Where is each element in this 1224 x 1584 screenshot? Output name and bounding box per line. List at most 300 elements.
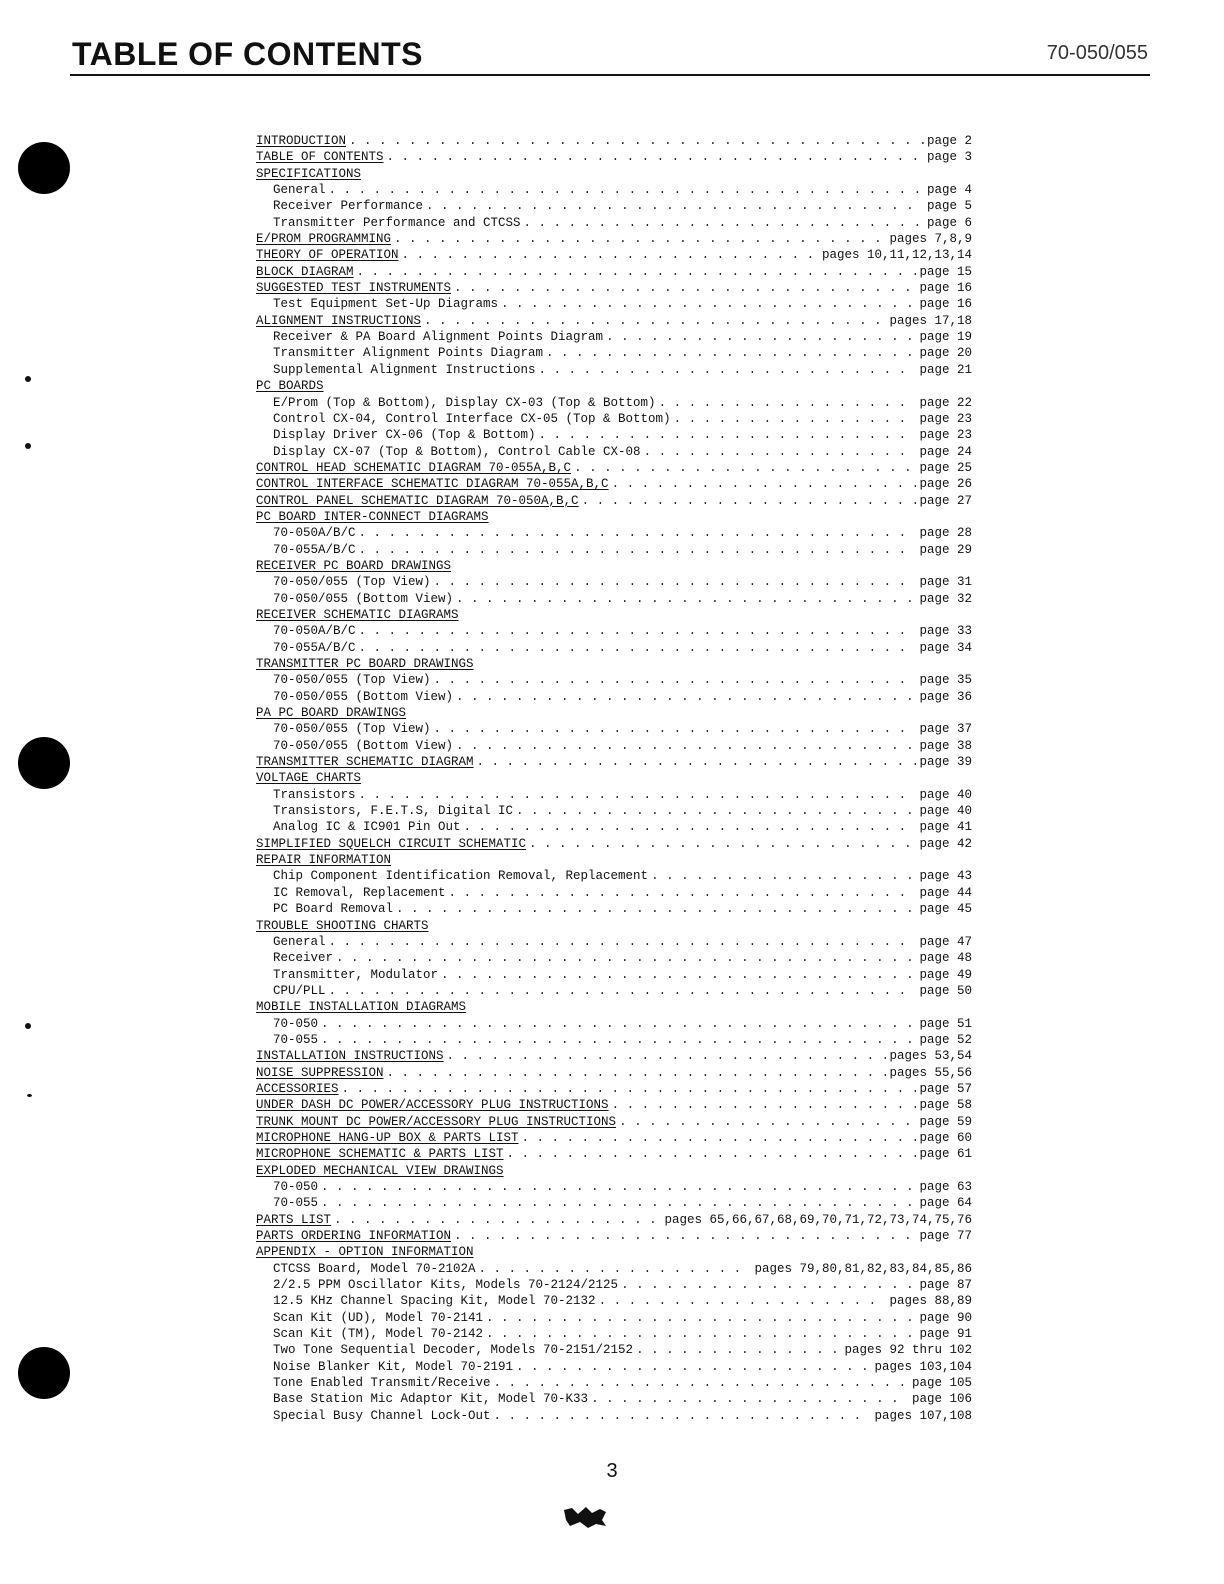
toc-entry-title: Transmitter Performance and CTCSS bbox=[273, 215, 521, 230]
toc-entry-title: Analog IC & IC901 Pin Out bbox=[273, 820, 461, 835]
toc-entry-title: Transistors, F.E.T.S, Digital IC bbox=[273, 804, 514, 819]
toc-subentry bbox=[256, 819, 972, 835]
toc-entry-title: Tone Enabled Transmit/Receive bbox=[273, 1376, 491, 1391]
toc-entry-title: ACCESSORIES bbox=[256, 1081, 339, 1096]
dot-leader bbox=[599, 1293, 887, 1309]
dot-leader bbox=[477, 754, 917, 770]
dot-leader bbox=[479, 1261, 752, 1277]
toc-entry-title: Display CX-07 (Top & Bottom), Control Cable CX-08 bbox=[273, 444, 641, 459]
toc-entry-title: TRANSMITTER PC BOARD DRAWINGS bbox=[256, 657, 474, 671]
toc-subentry bbox=[256, 182, 972, 198]
toc-entry bbox=[256, 1097, 972, 1113]
toc-entry bbox=[256, 1130, 972, 1146]
toc-entry-title: UNDER DASH DC POWER/ACCESSORY PLUG INSTRUCTIONS bbox=[256, 1098, 609, 1113]
toc-subentry bbox=[256, 623, 972, 639]
dot-leader bbox=[321, 1016, 916, 1032]
toc-page-reference: page 20 bbox=[919, 346, 972, 361]
toc-entry-title: 70-050/055 (Top View) bbox=[273, 575, 431, 590]
toc-page-reference: page 6 bbox=[926, 215, 972, 230]
toc-entry-title: Base Station Mic Adaptor Kit, Model 70-K33 bbox=[273, 1392, 589, 1407]
toc-subentry bbox=[256, 1408, 972, 1424]
dot-leader bbox=[516, 1359, 871, 1375]
toc-subentry bbox=[256, 542, 972, 558]
toc-subentry bbox=[256, 427, 972, 443]
dot-leader bbox=[359, 542, 917, 558]
toc-subentry bbox=[256, 934, 972, 950]
toc-entry-title: PC Board Removal bbox=[273, 902, 394, 917]
toc-entry-title: 70-050A/B/C bbox=[273, 624, 356, 639]
toc-entry-title: ALIGNMENT INSTRUCTIONS bbox=[256, 313, 422, 328]
toc-entry-title: Control CX-04, Control Interface CX-05 (Top & Bottom) bbox=[273, 411, 671, 426]
toc-entry-title: SIMPLIFIED SQUELCH CIRCUIT SCHEMATIC bbox=[256, 836, 527, 851]
dot-leader bbox=[619, 1114, 916, 1130]
toc-page-reference: page 21 bbox=[919, 362, 972, 377]
toc-page-reference: pages 103,104 bbox=[874, 1359, 972, 1374]
toc-entry bbox=[256, 509, 972, 525]
dot-leader bbox=[494, 1408, 872, 1424]
toc-subentry bbox=[256, 215, 972, 231]
toc-subentry bbox=[256, 1261, 972, 1277]
dot-leader bbox=[539, 362, 917, 378]
toc-subentry bbox=[256, 967, 972, 983]
dot-leader bbox=[507, 1146, 917, 1162]
punch-hole-top bbox=[18, 142, 70, 194]
header-rule bbox=[70, 74, 1150, 76]
toc-subentry bbox=[256, 983, 972, 999]
toc-entry-title: NOISE SUPPRESSION bbox=[256, 1065, 384, 1080]
toc-entry-title: 12.5 KHz Channel Spacing Kit, Model 70-2132 bbox=[273, 1294, 596, 1309]
toc-subentry bbox=[256, 885, 972, 901]
toc-entry-title: General bbox=[273, 934, 326, 949]
toc-entry-title: CPU/PLL bbox=[273, 983, 326, 998]
dot-leader bbox=[359, 525, 917, 541]
toc-subentry bbox=[256, 1195, 972, 1211]
toc-entry bbox=[256, 1048, 972, 1064]
toc-page-reference: page 61 bbox=[919, 1147, 972, 1162]
toc-subentry bbox=[256, 1326, 972, 1342]
toc-entry-title: Transistors bbox=[273, 787, 356, 802]
toc-subentry bbox=[256, 574, 972, 590]
toc-entry-title: 2/2.5 PPM Oscillator Kits, Models 70-2124/2125 bbox=[273, 1278, 619, 1293]
toc-page-reference: page 3 bbox=[926, 150, 972, 165]
toc-subentry bbox=[256, 1359, 972, 1375]
toc-entry bbox=[256, 1146, 972, 1162]
toc-entry bbox=[256, 852, 972, 868]
toc-subentry bbox=[256, 787, 972, 803]
toc-entry bbox=[256, 1244, 972, 1260]
toc-page-reference: page 29 bbox=[919, 542, 972, 557]
toc-page-reference: page 40 bbox=[919, 787, 972, 802]
dot-leader bbox=[434, 721, 917, 737]
toc-subentry bbox=[256, 689, 972, 705]
toc-entry-title: 70-050 bbox=[273, 1180, 319, 1194]
toc-subentry bbox=[256, 721, 972, 737]
page-number: 3 bbox=[606, 1460, 618, 1482]
toc-entry-title: TRUNK MOUNT DC POWER/ACCESSORY PLUG INSTRUCTIONS bbox=[256, 1114, 617, 1129]
toc-page-reference: page 19 bbox=[919, 330, 972, 345]
dot-leader bbox=[387, 1065, 887, 1081]
dot-leader bbox=[321, 1032, 916, 1048]
toc-entry-title: Special Busy Channel Lock-Out bbox=[273, 1408, 491, 1423]
dot-leader bbox=[644, 444, 917, 460]
toc-page-reference: page 60 bbox=[919, 1130, 972, 1145]
toc-page-reference: pages 53,54 bbox=[889, 1049, 972, 1064]
toc-entry-title: Test Equipment Set-Up Diagrams bbox=[273, 297, 499, 312]
toc-entry-title: 70-055A/B/C bbox=[273, 640, 356, 655]
toc-entry-title: Chip Component Identification Removal, Replacement bbox=[273, 869, 649, 884]
toc-page-reference: page 33 bbox=[919, 624, 972, 639]
toc-page-reference: page 36 bbox=[919, 689, 972, 704]
toc-entry-title: CTCSS Board, Model 70-2102A bbox=[273, 1261, 476, 1276]
toc-page-reference: page 26 bbox=[919, 477, 972, 492]
toc-entry bbox=[256, 1114, 972, 1130]
toc-page-reference: page 49 bbox=[919, 967, 972, 982]
toc-entry bbox=[256, 313, 972, 329]
dot-leader bbox=[424, 313, 886, 329]
dot-leader bbox=[334, 1212, 661, 1228]
toc-entry-title: 70-050A/B/C bbox=[273, 526, 356, 541]
toc-subentry bbox=[256, 1342, 972, 1358]
dot-leader bbox=[621, 1277, 916, 1293]
toc-page-reference: page 5 bbox=[926, 199, 972, 214]
toc-entry-title: SPECIFICATIONS bbox=[256, 166, 362, 181]
toc-subentry bbox=[256, 1310, 972, 1326]
toc-subentry bbox=[256, 198, 972, 214]
toc-entry-title: INTRODUCTION bbox=[256, 134, 347, 148]
toc-page-reference: pages 79,80,81,82,83,84,85,86 bbox=[754, 1261, 972, 1276]
toc-page-reference: page 59 bbox=[919, 1114, 972, 1129]
dot-leader bbox=[574, 460, 916, 476]
dot-leader bbox=[394, 231, 886, 247]
toc-page-reference: pages 65,66,67,68,69,70,71,72,73,74,75,76 bbox=[664, 1212, 972, 1227]
toc-entry-title: 70-050 bbox=[273, 1016, 319, 1031]
dot-leader bbox=[434, 672, 917, 688]
toc-entry-title: 70-050/055 (Bottom View) bbox=[273, 738, 454, 753]
dot-leader bbox=[321, 1195, 916, 1211]
toc-entry bbox=[256, 1163, 972, 1179]
toc-page-reference: page 2 bbox=[926, 134, 972, 148]
dot-leader bbox=[546, 345, 916, 361]
toc-entry-title: Transmitter, Modulator bbox=[273, 967, 439, 982]
toc-entry-title: TABLE OF CONTENTS bbox=[256, 150, 384, 165]
toc-page-reference: pages 7,8,9 bbox=[889, 232, 972, 247]
dot-leader bbox=[539, 427, 917, 443]
toc-subentry bbox=[256, 1293, 972, 1309]
dot-leader bbox=[454, 1228, 916, 1244]
toc-entry-title: 70-055A/B/C bbox=[273, 542, 356, 557]
toc-subentry bbox=[256, 901, 972, 917]
dot-leader bbox=[402, 247, 819, 263]
dot-leader bbox=[329, 182, 924, 198]
toc-entry-title: PA PC BOARD DRAWINGS bbox=[256, 706, 407, 721]
toc-page-reference: pages 92 thru 102 bbox=[844, 1343, 972, 1358]
toc-page-reference: page 105 bbox=[911, 1376, 972, 1391]
dot-leader bbox=[464, 819, 917, 835]
toc-entry-title: CONTROL INTERFACE SCHEMATIC DIAGRAM 70-055A,B,C bbox=[256, 477, 609, 492]
toc-subentry bbox=[256, 868, 972, 884]
toc-page-reference: page 23 bbox=[919, 411, 972, 426]
toc-page-reference: page 39 bbox=[919, 755, 972, 770]
toc-subentry bbox=[256, 738, 972, 754]
toc-subentry bbox=[256, 1179, 972, 1195]
toc-page-reference: page 91 bbox=[919, 1327, 972, 1342]
toc-entry bbox=[256, 754, 972, 770]
toc-entry-title: E/Prom (Top & Bottom), Display CX-03 (Top & Bottom) bbox=[273, 395, 656, 410]
toc-entry bbox=[256, 264, 972, 280]
toc-page-reference: page 40 bbox=[919, 804, 972, 819]
toc-entry-title: Receiver & PA Board Alignment Points Diagram bbox=[273, 330, 604, 345]
toc-subentry bbox=[256, 950, 972, 966]
toc-entry-title: RECEIVER PC BOARD DRAWINGS bbox=[256, 558, 452, 573]
toc-page-reference: page 34 bbox=[919, 640, 972, 655]
toc-page-reference: page 31 bbox=[919, 575, 972, 590]
dot-leader bbox=[357, 264, 917, 280]
scan-speck bbox=[25, 376, 31, 382]
toc-entry-title: MOBILE INSTALLATION DIAGRAMS bbox=[256, 1000, 467, 1015]
toc-page-reference: pages 10,11,12,13,14 bbox=[821, 248, 972, 263]
dot-leader bbox=[612, 1097, 917, 1113]
toc-subentry bbox=[256, 640, 972, 656]
toc-page-reference: page 57 bbox=[919, 1081, 972, 1096]
toc-entry bbox=[256, 918, 972, 934]
toc-page-reference: page 50 bbox=[919, 983, 972, 998]
toc-page-reference: page 51 bbox=[919, 1016, 972, 1031]
toc-entry-title: APPENDIX - OPTION INFORMATION bbox=[256, 1245, 474, 1260]
toc-subentry bbox=[256, 1016, 972, 1032]
toc-entry-title: 70-055 bbox=[273, 1032, 319, 1047]
toc-entry-title: MICROPHONE SCHEMATIC & PARTS LIST bbox=[256, 1147, 504, 1162]
dot-leader bbox=[516, 803, 916, 819]
dot-leader bbox=[501, 296, 916, 312]
toc-entry-title: REPAIR INFORMATION bbox=[256, 853, 392, 868]
toc-page-reference: page 48 bbox=[919, 951, 972, 966]
toc-entry bbox=[256, 656, 972, 672]
toc-entry-title: Receiver Performance bbox=[273, 199, 424, 214]
toc-subentry bbox=[256, 803, 972, 819]
toc-entry-title: BLOCK DIAGRAM bbox=[256, 264, 354, 279]
toc-page-reference: page 37 bbox=[919, 722, 972, 737]
dot-leader bbox=[441, 967, 916, 983]
toc-entry-title: THEORY OF OPERATION bbox=[256, 248, 399, 263]
dot-leader bbox=[456, 738, 916, 754]
toc-page-reference: page 43 bbox=[919, 869, 972, 884]
toc-page-reference: page 44 bbox=[919, 885, 972, 900]
toc-subentry bbox=[256, 591, 972, 607]
toc-page-reference: page 4 bbox=[926, 183, 972, 198]
scan-speck bbox=[25, 443, 31, 449]
toc-entry bbox=[256, 1212, 972, 1228]
scan-speck bbox=[27, 1094, 32, 1097]
toc-entry bbox=[256, 378, 972, 394]
toc-page-reference: page 28 bbox=[919, 526, 972, 541]
toc-entry-title: PARTS ORDERING INFORMATION bbox=[256, 1229, 452, 1244]
toc-entry bbox=[256, 476, 972, 492]
dot-leader bbox=[359, 787, 917, 803]
manufacturer-logo-mark bbox=[562, 1504, 608, 1530]
toc-entry-title: 70-050/055 (Top View) bbox=[273, 673, 431, 688]
toc-entry-title: Transmitter Alignment Points Diagram bbox=[273, 346, 544, 361]
toc-entry-title: SUGGESTED TEST INSTRUMENTS bbox=[256, 281, 452, 296]
toc-entry bbox=[256, 1081, 972, 1097]
table-of-contents bbox=[256, 133, 972, 1424]
toc-entry-title: Scan Kit (UD), Model 70-2141 bbox=[273, 1310, 484, 1325]
toc-subentry bbox=[256, 411, 972, 427]
toc-entry-title: INSTALLATION INSTRUCTIONS bbox=[256, 1049, 444, 1064]
toc-subentry bbox=[256, 395, 972, 411]
scan-speck bbox=[25, 1023, 31, 1029]
toc-page-reference: page 23 bbox=[919, 428, 972, 443]
toc-page-reference: page 58 bbox=[919, 1098, 972, 1113]
toc-subentry bbox=[256, 362, 972, 378]
toc-entry-title: Noise Blanker Kit, Model 70-2191 bbox=[273, 1359, 514, 1374]
toc-subentry bbox=[256, 345, 972, 361]
toc-entry-title: PC BOARD INTER-CONNECT DIAGRAMS bbox=[256, 509, 489, 524]
toc-subentry bbox=[256, 1032, 972, 1048]
toc-subentry bbox=[256, 296, 972, 312]
toc-page-reference: page 106 bbox=[911, 1392, 972, 1407]
dot-leader bbox=[456, 591, 916, 607]
toc-subentry bbox=[256, 444, 972, 460]
toc-page-reference: page 87 bbox=[919, 1278, 972, 1293]
dot-leader bbox=[456, 689, 916, 705]
toc-entry-title: TRANSMITTER SCHEMATIC DIAGRAM bbox=[256, 755, 474, 770]
toc-entry-title: PC BOARDS bbox=[256, 379, 324, 394]
toc-page-reference: page 77 bbox=[919, 1229, 972, 1244]
toc-entry-title: 70-050/055 (Bottom View) bbox=[273, 591, 454, 606]
dot-leader bbox=[582, 493, 917, 509]
toc-page-reference: page 15 bbox=[919, 264, 972, 279]
toc-entry-title: MICROPHONE HANG-UP BOX & PARTS LIST bbox=[256, 1130, 519, 1145]
toc-page-reference: page 90 bbox=[919, 1310, 972, 1325]
toc-page-reference: page 27 bbox=[919, 493, 972, 508]
toc-entry-title: CONTROL HEAD SCHEMATIC DIAGRAM 70-055A,B,C bbox=[256, 460, 572, 475]
toc-page-reference: pages 17,18 bbox=[889, 313, 972, 328]
dot-leader bbox=[359, 640, 917, 656]
toc-subentry bbox=[256, 329, 972, 345]
toc-entry bbox=[256, 149, 972, 165]
toc-page-reference: pages 88,89 bbox=[889, 1294, 972, 1309]
toc-entry bbox=[256, 999, 972, 1015]
dot-leader bbox=[396, 901, 916, 917]
toc-subentry bbox=[256, 1375, 972, 1391]
toc-subentry bbox=[256, 525, 972, 541]
page-title: TABLE OF CONTENTS bbox=[72, 36, 423, 72]
toc-entry-title: Display Driver CX-06 (Top & Bottom) bbox=[273, 428, 536, 443]
dot-leader bbox=[329, 983, 917, 999]
dot-leader bbox=[434, 574, 917, 590]
toc-page-reference: page 45 bbox=[919, 902, 972, 917]
toc-entry bbox=[256, 280, 972, 296]
toc-entry-title: 70-055 bbox=[273, 1196, 319, 1211]
dot-leader bbox=[449, 885, 917, 901]
toc-page-reference: page 35 bbox=[919, 673, 972, 688]
toc-entry-title: 70-050/055 (Bottom View) bbox=[273, 689, 454, 704]
document-number: 70-050/055 bbox=[1046, 42, 1148, 64]
dot-leader bbox=[486, 1326, 916, 1342]
toc-entry bbox=[256, 460, 972, 476]
dot-leader bbox=[349, 133, 924, 149]
dot-leader bbox=[486, 1310, 916, 1326]
toc-page-reference: page 41 bbox=[919, 820, 972, 835]
dot-leader bbox=[359, 623, 917, 639]
toc-subentry bbox=[256, 1391, 972, 1407]
dot-leader bbox=[524, 215, 924, 231]
dot-leader bbox=[494, 1375, 909, 1391]
toc-entry bbox=[256, 166, 972, 182]
punch-hole-middle bbox=[18, 737, 70, 789]
dot-leader bbox=[651, 868, 916, 884]
dot-leader bbox=[336, 950, 916, 966]
dot-leader bbox=[636, 1342, 841, 1358]
toc-page-reference: page 24 bbox=[919, 444, 972, 459]
toc-page-reference: page 16 bbox=[919, 281, 972, 296]
dot-leader bbox=[591, 1391, 909, 1407]
toc-entry bbox=[256, 493, 972, 509]
toc-entry-title: 70-050/055 (Top View) bbox=[273, 722, 431, 737]
toc-entry-title: Supplemental Alignment Instructions bbox=[273, 362, 536, 377]
toc-entry bbox=[256, 247, 972, 263]
toc-entry-title: EXPLODED MECHANICAL VIEW DRAWINGS bbox=[256, 1163, 504, 1178]
toc-page-reference: page 63 bbox=[919, 1180, 972, 1194]
punch-hole-bottom bbox=[18, 1347, 70, 1399]
toc-page-reference: page 32 bbox=[919, 591, 972, 606]
dot-leader bbox=[342, 1081, 917, 1097]
dot-leader bbox=[659, 395, 917, 411]
toc-entry bbox=[256, 558, 972, 574]
toc-page-reference: pages 107,108 bbox=[874, 1408, 972, 1423]
toc-page-reference: page 52 bbox=[919, 1032, 972, 1047]
dot-leader bbox=[447, 1048, 887, 1064]
toc-entry-title: Scan Kit (TM), Model 70-2142 bbox=[273, 1327, 484, 1342]
toc-entry bbox=[256, 607, 972, 623]
toc-entry-title: CONTROL PANEL SCHEMATIC DIAGRAM 70-050A,B,C bbox=[256, 493, 579, 508]
dot-leader bbox=[454, 280, 916, 296]
dot-leader bbox=[674, 411, 917, 427]
toc-entry-title: VOLTAGE CHARTS bbox=[256, 771, 362, 786]
toc-page-reference: page 64 bbox=[919, 1196, 972, 1211]
toc-entry bbox=[256, 705, 972, 721]
dot-leader bbox=[606, 329, 916, 345]
dot-leader bbox=[321, 1179, 916, 1195]
dot-leader bbox=[529, 836, 916, 852]
dot-leader bbox=[612, 476, 917, 492]
toc-entry bbox=[256, 836, 972, 852]
toc-page-reference: page 42 bbox=[919, 836, 972, 851]
toc-page-reference: page 47 bbox=[919, 934, 972, 949]
toc-entry-title: General bbox=[273, 183, 326, 198]
toc-subentry bbox=[256, 1277, 972, 1293]
toc-entry bbox=[256, 231, 972, 247]
toc-page-reference: page 16 bbox=[919, 297, 972, 312]
toc-entry bbox=[256, 1228, 972, 1244]
toc-entry-title: E/PROM PROGRAMMING bbox=[256, 232, 392, 247]
toc-page-reference: page 22 bbox=[919, 395, 972, 410]
dot-leader bbox=[329, 934, 917, 950]
toc-entry-title: TROUBLE SHOOTING CHARTS bbox=[256, 918, 429, 933]
toc-page-reference: page 25 bbox=[919, 460, 972, 475]
dot-leader bbox=[426, 198, 924, 214]
toc-entry bbox=[256, 133, 972, 149]
toc-page-reference: pages 55,56 bbox=[889, 1065, 972, 1080]
toc-subentry bbox=[256, 672, 972, 688]
dot-leader bbox=[387, 149, 924, 165]
toc-entry-title: Receiver bbox=[273, 951, 334, 966]
toc-page-reference: page 38 bbox=[919, 738, 972, 753]
dot-leader bbox=[522, 1130, 917, 1146]
toc-entry-title: IC Removal, Replacement bbox=[273, 885, 446, 900]
toc-entry bbox=[256, 1065, 972, 1081]
toc-entry-title: PARTS LIST bbox=[256, 1212, 332, 1227]
